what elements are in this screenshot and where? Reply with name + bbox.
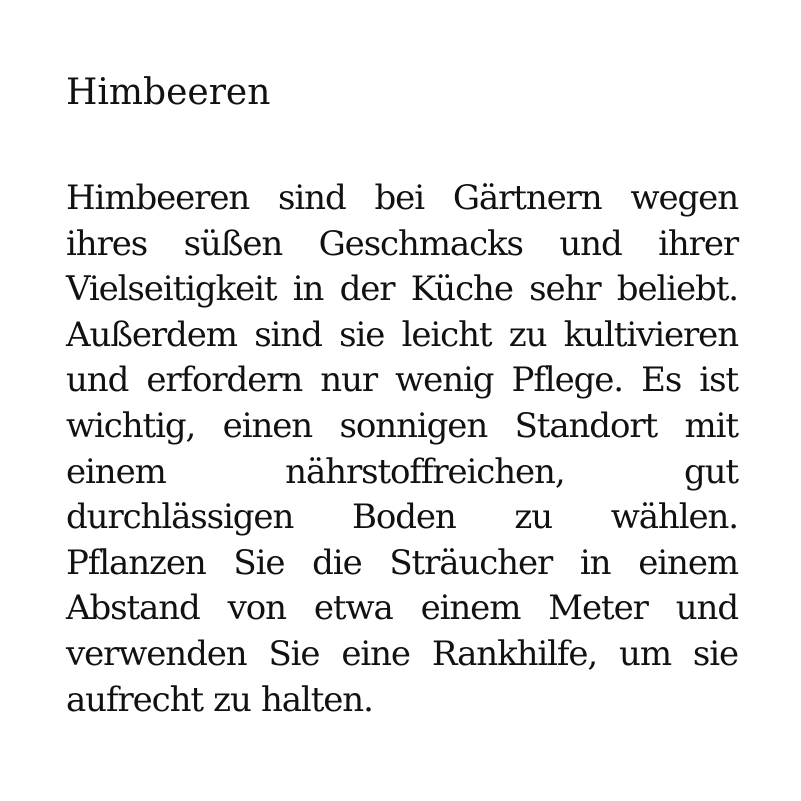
document-title: Himbeeren — [66, 72, 271, 113]
document-page — [66, 0, 738, 801]
document-paragraph: Himbeeren sind bei Gärtnern wegen ihres süßen Geschmacks und ihrer Vielseitigkeit in der Küche sehr beliebt. Außerdem sind sie leicht zu kultivieren und erfordern nur wenig Pflege. Es ist wichtig, einen sonnigen Standort mit einem nährstoffreichen, gut durchlässigen Boden zu wählen. Pflanzen Sie die Sträucher in einem Abstand von etwa einem Meter und verwenden Sie eine Rankhilfe, um sie aufrecht zu halten. — [66, 178, 738, 720]
